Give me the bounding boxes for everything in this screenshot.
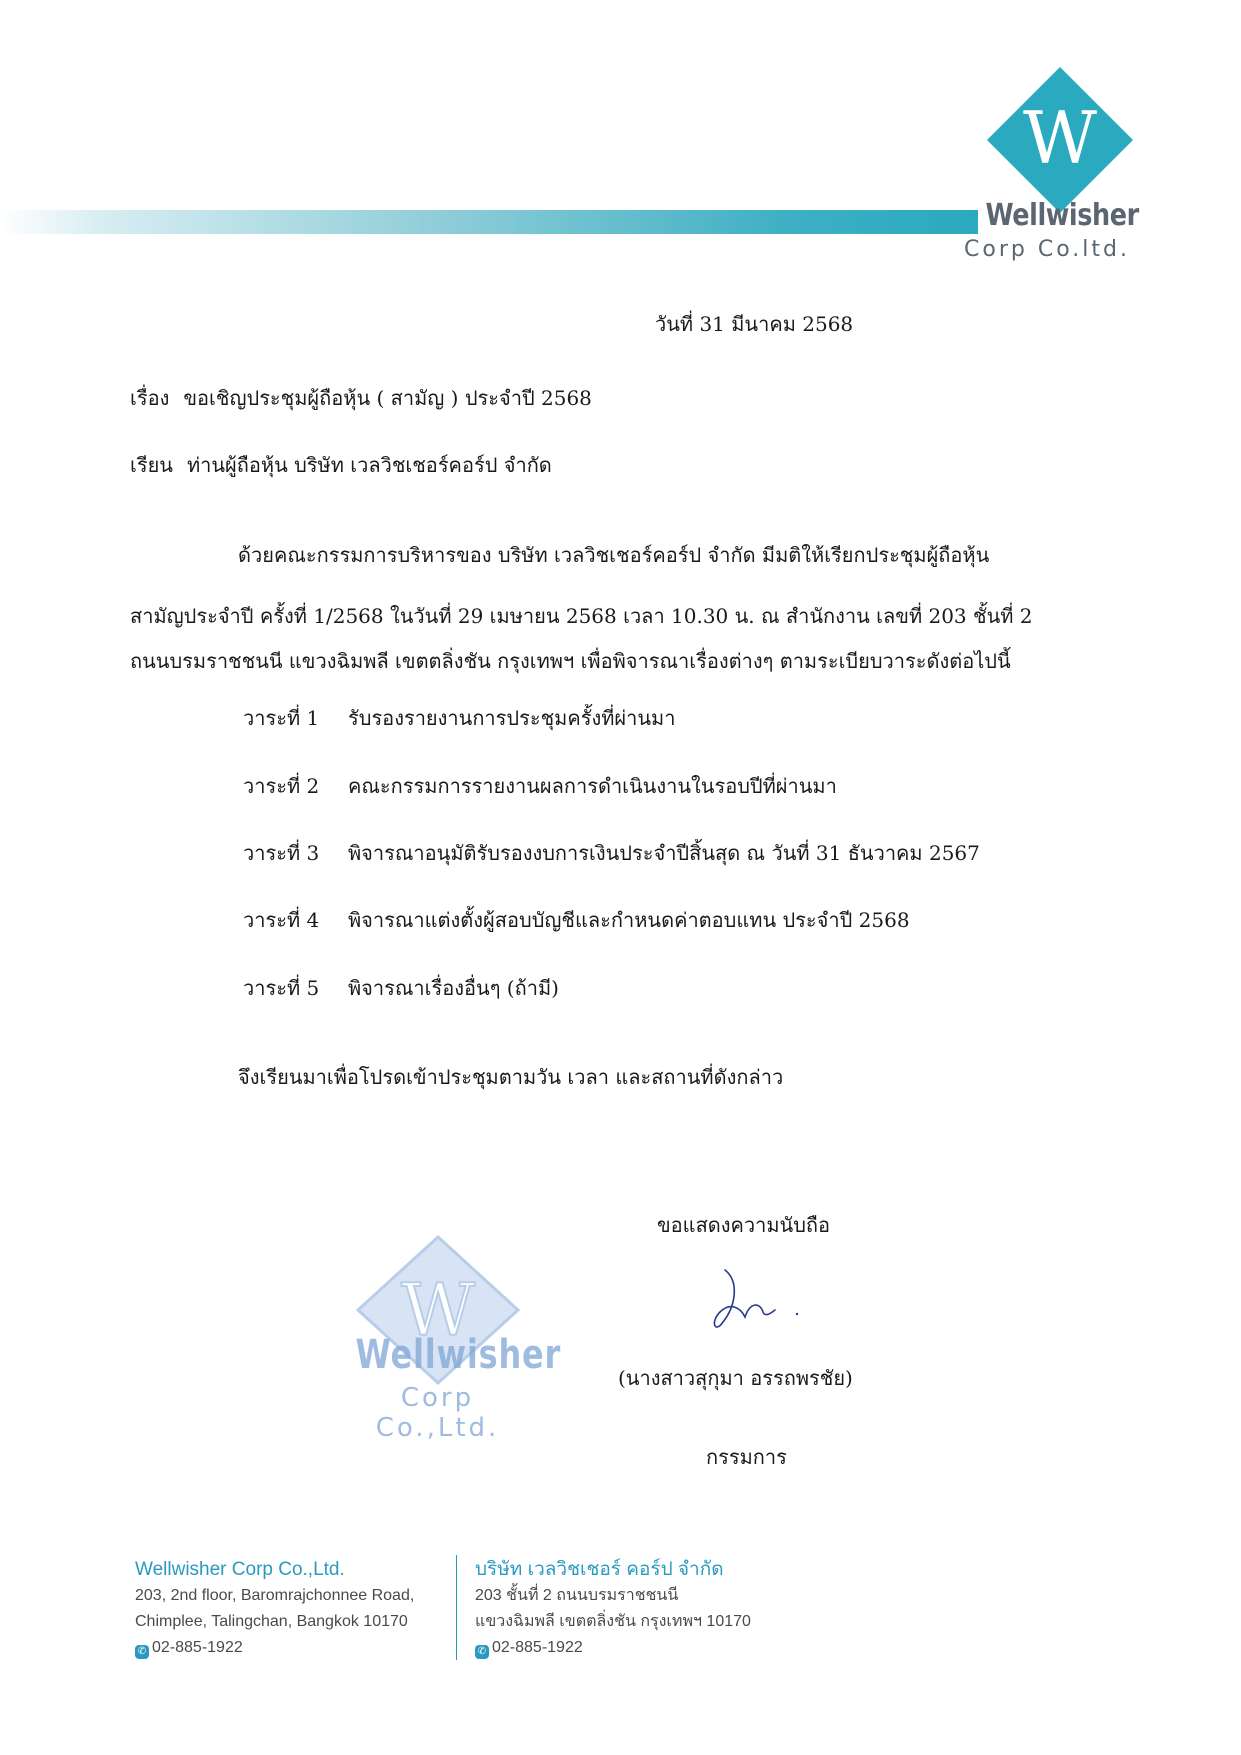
- letter-date: วันที่ 31 มีนาคม 2568: [655, 312, 854, 336]
- subject-line: [130, 388, 592, 408]
- agenda-number: วาระที่ 5: [243, 976, 320, 1000]
- logo-company-name: Wellwisher: [985, 198, 1139, 233]
- stamp-letter: W: [400, 1268, 476, 1352]
- letterhead-gradient-band: [0, 210, 978, 234]
- agenda-text: พิจารณาเรื่องอื่นๆ (ถ้ามี): [348, 976, 559, 1000]
- agenda-item: [243, 843, 980, 863]
- agenda-item: [243, 708, 675, 728]
- body-line-3: ถนนบรมราชชนนี แขวงฉิมพลี เขตตลิ่งชัน กรุงเทพฯ เพื่อพิจารณาเรื่องต่างๆ ตามระเบียบวาระดังต่อไปนี้: [130, 649, 1011, 673]
- footer-en-address-2: Chimplee, Talingchan, Bangkok 10170: [135, 1613, 408, 1630]
- body-line-2: สามัญประจำปี ครั้งที่ 1/2568 ในวันที่ 29 เมษายน 2568 เวลา 10.30 น. ณ สำนักงาน เลขที่ 203 ชั้นที่ 2: [130, 604, 1033, 628]
- agenda-text: พิจารณาอนุมัติรับรองงบการเงินประจำปีสิ้นสุด ณ วันที่ 31 ธันวาคม 2567: [348, 841, 980, 865]
- agenda-text: คณะกรรมการรายงานผลการดำเนินงานในรอบปีที่ผ่านมา: [348, 774, 837, 798]
- agenda-number: วาระที่ 4: [243, 908, 320, 932]
- logo-letter: W: [1022, 96, 1098, 180]
- footer-th-address-2: แขวงฉิมพลี เขตตลิ่งชัน กรุงเทพฯ 10170: [475, 1613, 751, 1630]
- signatory-position: กรรมการ: [706, 1445, 787, 1469]
- footer-en-phone-number: 02-885-1922: [152, 1639, 243, 1656]
- agenda-text: รับรองรายงานการประชุมครั้งที่ผ่านมา: [348, 706, 676, 730]
- footer-en-title: Wellwisher Corp Co.,Ltd.: [135, 1559, 345, 1580]
- signatory-name: (นางสาวสุกุมา อรรถพรชัย): [618, 1366, 853, 1390]
- subject-text: ขอเชิญประชุมผู้ถือหุ้น ( สามัญ ) ประจำปี 2568: [183, 386, 592, 410]
- regards-text: ขอแสดงความนับถือ: [657, 1213, 831, 1237]
- recipient-text: ท่านผู้ถือหุ้น บริษัท เวลวิชเชอร์คอร์ป จำกัด: [186, 453, 552, 477]
- recipient-label: เรียน: [130, 453, 173, 477]
- agenda-number: วาระที่ 3: [243, 841, 320, 865]
- agenda-number: วาระที่ 2: [243, 774, 320, 798]
- footer-th-phone: [475, 1640, 583, 1659]
- company-logo: [985, 65, 1135, 215]
- footer-th-phone-number: 02-885-1922: [492, 1639, 583, 1656]
- agenda-number: วาระที่ 1: [243, 706, 320, 730]
- footer-th-address-1: 203 ชั้นที่ 2 ถนนบรมราชชนนี: [475, 1587, 679, 1604]
- footer-th-title: บริษัท เวลวิชเชอร์ คอร์ป จำกัด: [475, 1559, 724, 1580]
- stamp-company-suffix: Corp Co.,Ltd.: [375, 1383, 500, 1443]
- agenda-item: [243, 910, 910, 930]
- body-line-1: ด้วยคณะกรรมการบริหารของ บริษัท เวลวิชเชอร์คอร์ป จำกัด มีมติให้เรียกประชุมผู้ถือหุ้น: [238, 543, 990, 567]
- phone-icon: ✆: [475, 1645, 489, 1659]
- logo-company-suffix: Corp Co.ltd.: [964, 237, 1130, 262]
- recipient-line: [130, 455, 552, 475]
- agenda-item: [243, 978, 559, 998]
- subject-label: เรื่อง: [130, 386, 170, 410]
- footer-en-phone: [135, 1640, 243, 1659]
- handwritten-signature: [705, 1262, 805, 1342]
- agenda-item: [243, 776, 837, 796]
- stamp-company-name: Wellwisher: [355, 1332, 562, 1378]
- phone-icon: ✆: [135, 1645, 149, 1659]
- agenda-text: พิจารณาแต่งตั้งผู้สอบบัญชีและกำหนดค่าตอบแทน ประจำปี 2568: [348, 908, 910, 932]
- closing-sentence: จึงเรียนมาเพื่อโปรดเข้าประชุมตามวัน เวลา และสถานที่ดังกล่าว: [238, 1065, 784, 1089]
- footer-divider: [456, 1555, 457, 1660]
- footer-en-address-1: 203, 2nd floor, Baromrajchonnee Road,: [135, 1587, 415, 1604]
